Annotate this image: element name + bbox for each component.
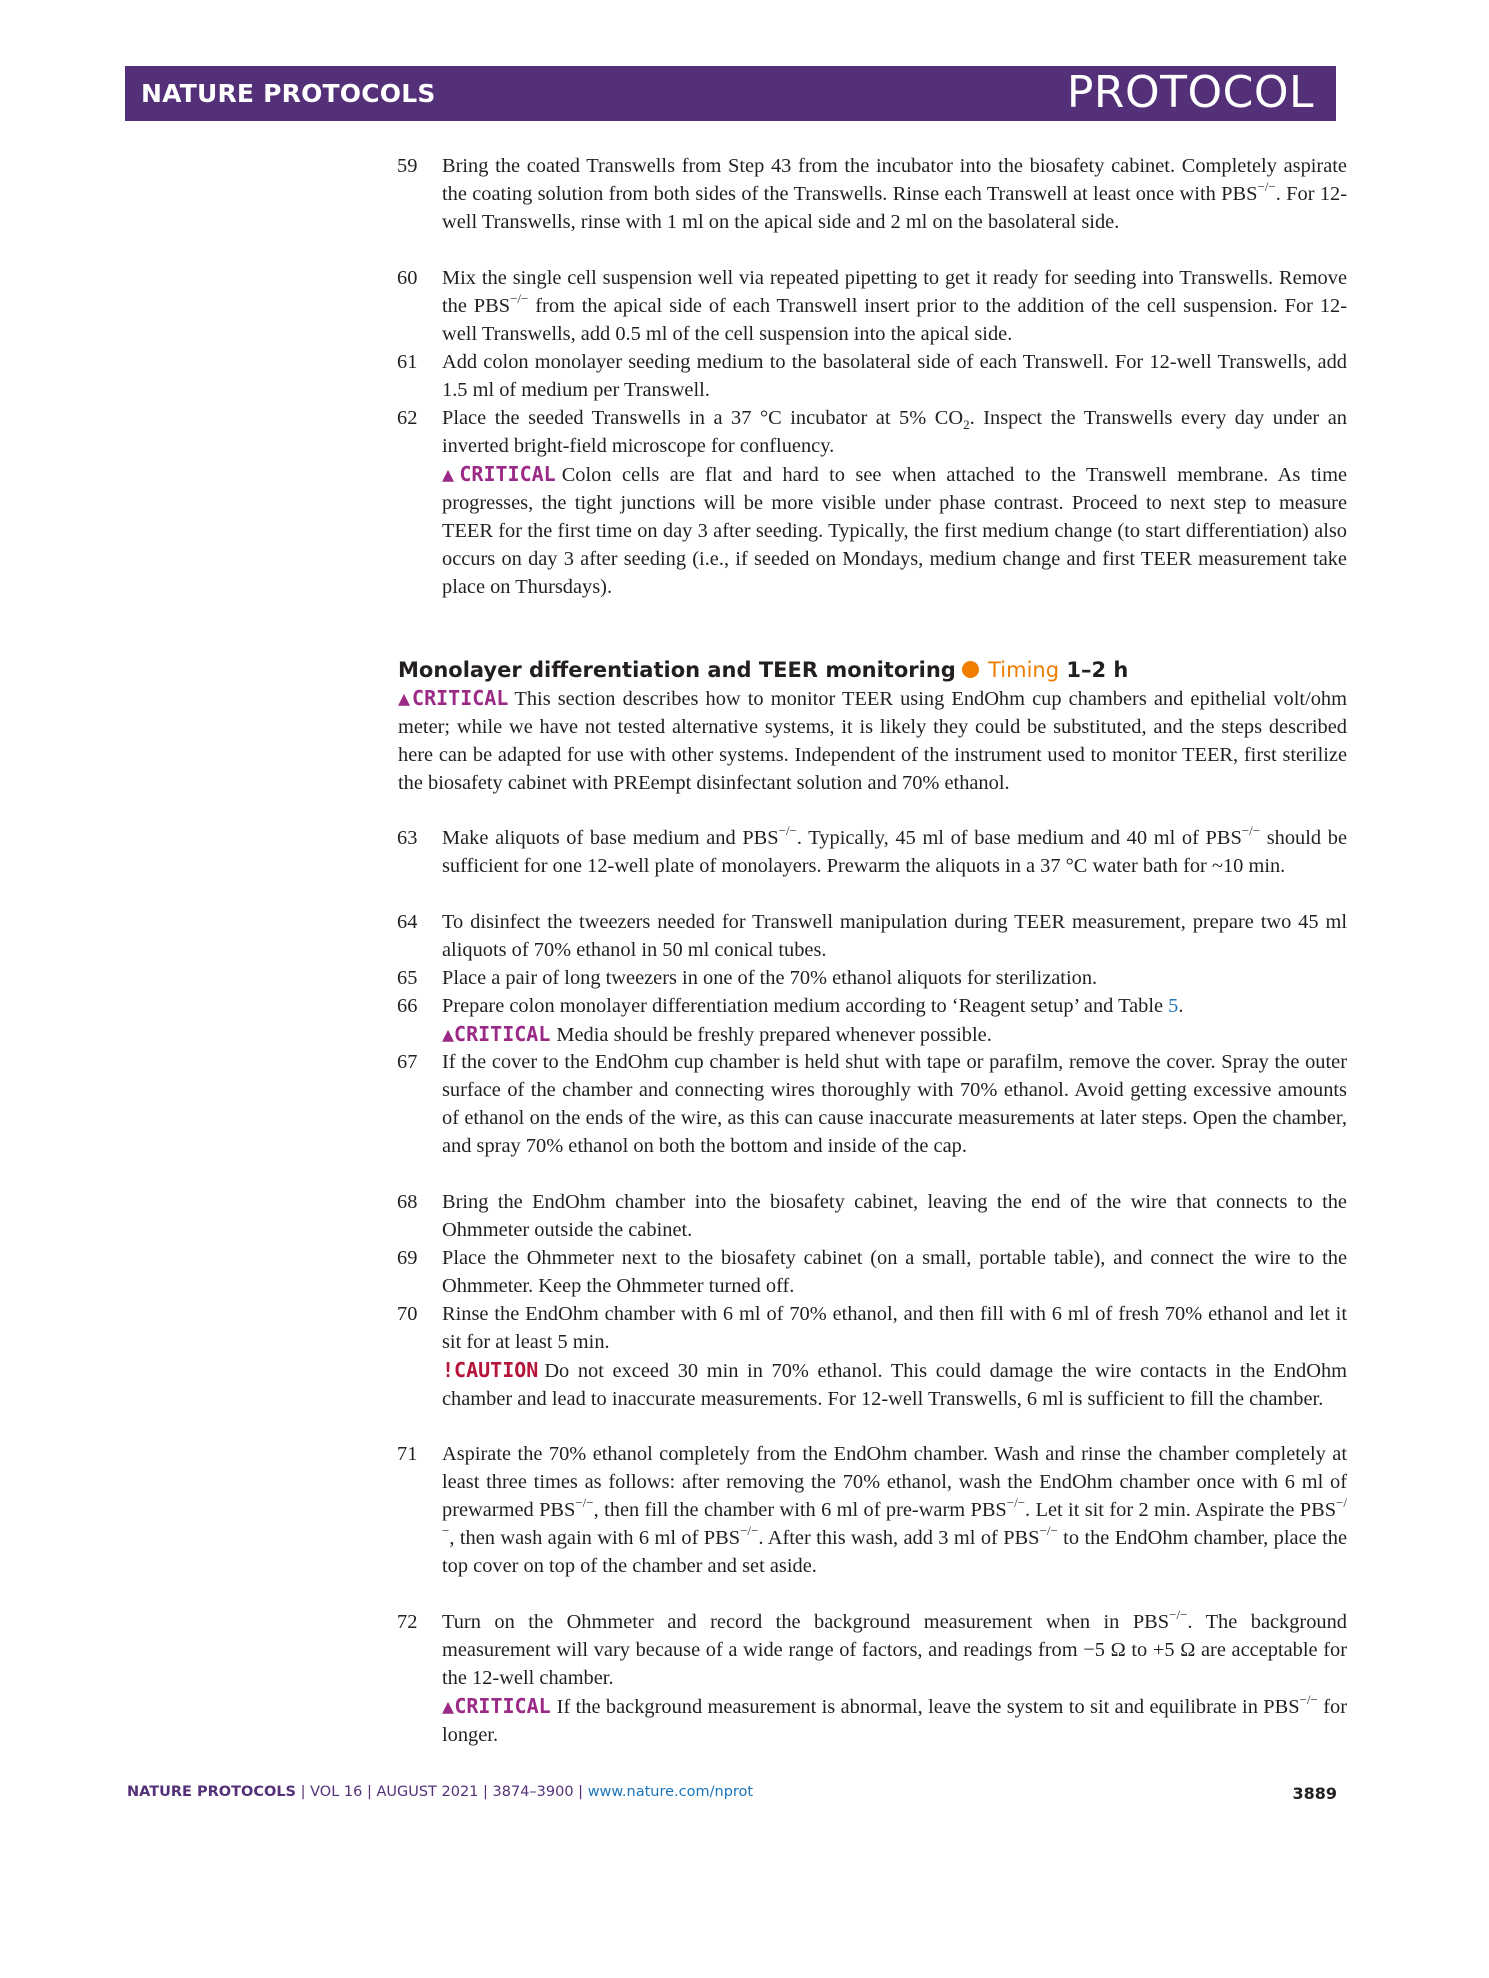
step-text: Place the seeded Transwells in a 37 °C incubator at 5% $CO_2$. Inspect the Transwells every day under an inverted bright-field microscope for confluency. (442, 407, 1347, 457)
section-heading (398, 656, 1128, 684)
section-critical-note (398, 684, 1347, 797)
step-70 (397, 1300, 1347, 1356)
step-text: Turn on the Ohmmeter and record the background measurement when in PBS−/−. The background measurement will vary because of a wide range of factors, and readings from −5 Ω to +5 Ω are acceptable for the 12-well chamber. (442, 1607, 1348, 1689)
footer-url-link[interactable]: www.nature.com/nprot (587, 1784, 754, 1800)
journal-name: NATURE PROTOCOLS (141, 79, 436, 108)
critical-note-66 (442, 1020, 1347, 1049)
caution-note-70 (442, 1356, 1347, 1413)
critical-tag: ▲CRITICAL (398, 686, 509, 710)
critical-note-62 (442, 460, 1347, 601)
critical-tag: ▲CRITICAL (442, 462, 556, 486)
step-number: 72 (397, 1611, 418, 1633)
footer-citation: NATURE PROTOCOLS | VOL 16 | AUGUST 2021 | 3874–3900 | www.nature.com/nprot (127, 1784, 754, 1800)
step-number: 67 (397, 1051, 418, 1073)
step-59 (397, 152, 1347, 236)
step-number: 65 (397, 967, 418, 989)
step-text: If the cover to the EndOhm cup chamber is held shut with tape or parafilm, remove the cover. Spray the outer surface of the chamber and connecting wires thoroughly with 70% ethanol. Avoid getting excessive amounts of ethanol on the ends of the wire, as this can cause inaccurate measurements at later steps. Open the chamber, and spray 70% ethanol on both the bottom and inside of the cap. (442, 1051, 1347, 1157)
step-number: 61 (397, 351, 418, 373)
step-text: Bring the coated Transwells from Step 43 from the incubator into the biosafety cabinet. Completely aspirate the coating solution from both sides of the Transwells. Rinse each Transwell at least once with PBS−/−. For 12-well Transwells, rinse with 1 ml on the apical side and 2 ml on the basolateral side. (442, 155, 1347, 233)
timing-clock-icon (962, 661, 979, 678)
note-text: Colon cells are flat and hard to see when attached to the Transwell membrane. As time progresses, the tight junctions will be more visible under phase contrast. Proceed to next step to measure TEER for the first time on day 3 after seeding. Typically, the first medium change (to start differentiation) also occurs on day 3 after seeding (i.e., if seeded on Mondays, medium change and first TEER measurement take place on Thursdays). (442, 464, 1347, 598)
step-number: 62 (397, 407, 418, 429)
step-71 (397, 1440, 1347, 1580)
page-footer (127, 1784, 1337, 1808)
step-number: 63 (397, 827, 418, 849)
critical-note-72 (442, 1692, 1347, 1749)
step-61 (397, 348, 1347, 404)
step-67 (397, 1048, 1347, 1160)
critical-tag: ▲CRITICAL (442, 1022, 551, 1046)
note-text: This section describes how to monitor TEER using EndOhm cup chambers and epithelial volt/ohm meter; while we have not tested alternative systems, it is likely they could be substituted, and the steps described here can be adapted for use with other systems. Independent of the instrument used to monitor TEER, first sterilize the biosafety cabinet with PREempt disinfectant solution and 70% ethanol. (398, 688, 1347, 794)
note-text: If the background measurement is abnormal, leave the system to sit and equilibrate in PBS−/− for longer. (442, 1692, 1347, 1746)
step-60 (397, 264, 1347, 348)
step-number: 68 (397, 1191, 418, 1213)
step-72 (397, 1607, 1348, 1692)
step-65 (397, 964, 1347, 992)
step-number: 60 (397, 267, 418, 289)
step-number: 59 (397, 155, 418, 177)
step-63 (397, 823, 1347, 880)
step-text: Place a pair of long tweezers in one of the 70% ethanol aliquots for sterilization. (442, 967, 1098, 989)
note-text: Do not exceed 30 min in 70% ethanol. This could damage the wire contacts in the EndOhm chamber and lead to inaccurate measurements. For 12-well Transwells, 6 ml is sufficient to fill the chamber. (442, 1360, 1347, 1410)
step-text: Mix the single cell suspension well via repeated pipetting to get it ready for seeding into Transwells. Remove the PBS−/− from the apical side of each Transwell insert prior to the addition of the cell suspension. For 12-well Transwells, add 0.5 ml of the cell suspension into the apical side. (442, 267, 1347, 345)
footer-pages: 3874–3900 (492, 1784, 574, 1800)
step-text: To disinfect the tweezers needed for Transwell manipulation during TEER measurement, prepare two 45 ml aliquots of 70% ethanol in 50 ml conical tubes. (442, 911, 1347, 961)
step-66 (397, 992, 1347, 1020)
step-62 (397, 404, 1347, 460)
step-text: Make aliquots of base medium and PBS−/−. Typically, 45 ml of base medium and 40 ml of PBS−/− should be sufficient for one 12-well plate of monolayers. Prewarm the aliquots in a 37 °C water bath for ~10 min. (442, 823, 1347, 877)
article-type: PROTOCOL (1066, 67, 1314, 118)
step-64 (397, 908, 1347, 964)
step-text: Prepare colon monolayer differentiation medium according to ‘Reagent setup’ and Table 5. (442, 995, 1184, 1017)
step-number: 69 (397, 1247, 418, 1269)
step-text: Aspirate the 70% ethanol completely from the EndOhm chamber. Wash and rinse the chamber completely at least three times as follows: after removing the 70% ethanol, wash the EndOhm chamber once with 6 ml of prewarmed PBS−/−, then fill the chamber with 6 ml of pre-warm PBS−/−. Let it sit for 2 min. Aspirate the PBS−/−, then wash again with 6 ml of PBS−/−. After this wash, add 3 ml of PBS−/− to the EndOhm chamber, place the top cover on top of the chamber and set aside. (442, 1443, 1347, 1577)
step-68 (397, 1188, 1347, 1244)
footer-volume: VOL 16 (310, 1784, 363, 1800)
step-text: Bring the EndOhm chamber into the biosafety cabinet, leaving the end of the wire that connects to the Ohmmeter outside the cabinet. (442, 1191, 1347, 1241)
section-title: Monolayer differentiation and TEER monitoring (398, 658, 956, 682)
step-text: Rinse the EndOhm chamber with 6 ml of 70% ethanol, and then fill with 6 ml of fresh 70% ethanol and let it sit for at least 5 min. (442, 1303, 1347, 1353)
timing-label: Timing (988, 658, 1060, 682)
timing-value: 1–2 h (1066, 658, 1129, 682)
step-text: Add colon monolayer seeding medium to the basolateral side of each Transwell. For 12-well Transwells, add 1.5 ml of medium per Transwell. (442, 351, 1347, 401)
footer-journal: NATURE PROTOCOLS (127, 1784, 297, 1800)
critical-tag: ▲CRITICAL (442, 1694, 551, 1718)
step-number: 66 (397, 995, 418, 1017)
note-text: Media should be freshly prepared whenever possible. (556, 1024, 992, 1046)
journal-header-bar (125, 66, 1336, 121)
footer-date: AUGUST 2021 (376, 1784, 479, 1800)
step-number: 64 (397, 911, 418, 933)
step-number: 70 (397, 1303, 418, 1325)
caution-tag: !CAUTION (442, 1358, 539, 1382)
step-69 (397, 1244, 1347, 1300)
page-number: 3889 (1292, 1784, 1337, 1803)
step-text: Place the Ohmmeter next to the biosafety cabinet (on a small, portable table), and connect the wire to the Ohmmeter. Keep the Ohmmeter turned off. (442, 1247, 1347, 1297)
step-number: 71 (397, 1443, 418, 1465)
